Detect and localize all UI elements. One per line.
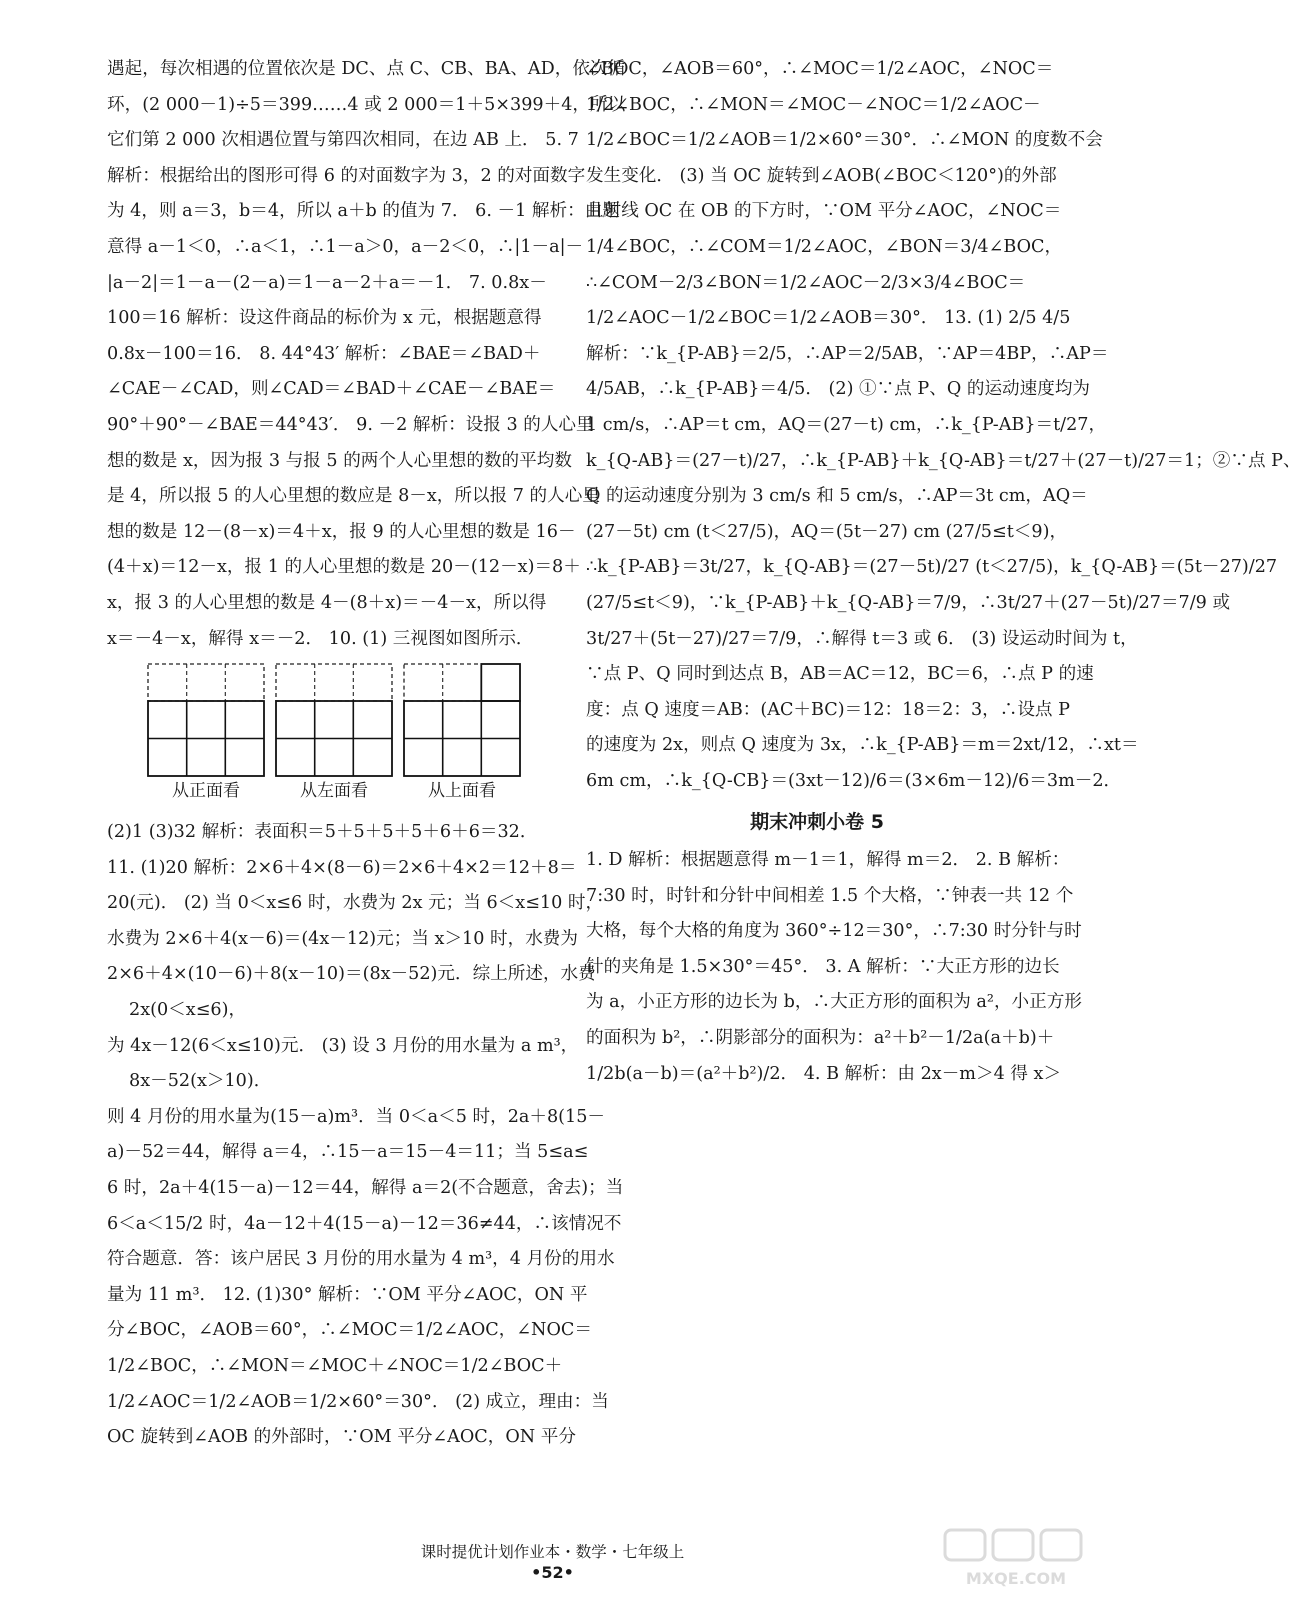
text-line: 的面积为 b²，∴阴影部分的面积为：a²＋b²－1/2a(a＋b)＋ (586, 1028, 1055, 1049)
text-line: 符合题意．答：该户居民 3 月份的用水量为 4 m³，4 月份的用水 (107, 1249, 615, 1270)
text-line: 3t/27＋(5t－27)/27＝7/9，∴解得 t＝3 或 6． (3) 设运动时间为 t， (586, 628, 1138, 649)
left-column (107, 52, 626, 1456)
text-line: 4/5AB，∴k_{P-AB}＝4/5． (2) ①∵点 P、Q 的运动速度均为 (586, 379, 1091, 400)
text-line: 想的数是 x，因为报 3 与报 5 的两个人心里想的数的平均数 (107, 450, 572, 471)
three-views-figure (107, 663, 572, 815)
text-line: 20(元)． (2) 当 0＜x≤6 时，水费为 2x 元；当 6＜x≤10 时， (107, 893, 604, 914)
text-line: ∠BOC，∠AOB＝60°，∴∠MOC＝1/2∠AOC，∠NOC＝ (586, 59, 1054, 79)
text-line: x，报 3 的人心里想的数是 4－(8＋x)＝－4－x，所以得 (107, 592, 547, 613)
left-text-b (107, 815, 624, 1456)
text-line: ∵点 P、Q 同时到达点 B，AB＝AC＝12，BC＝6，∴点 P 的速 (586, 664, 1094, 685)
text-line: 1. D 解析：根据题意得 m－1＝1，解得 m＝2． 2. B 解析： (586, 850, 1070, 871)
text-line: Q 的运动速度分别为 3 cm/s 和 5 cm/s，∴AP＝3t cm，AQ＝ (586, 486, 1088, 507)
text-line: 大格，每个大格的角度为 360°÷12＝30°，∴7:30 时分针与时 (586, 921, 1082, 942)
text-line: 1/4∠BOC，∴∠COM＝1/2∠AOC，∠BON＝3/4∠BOC， (586, 236, 1063, 257)
right-text-a (586, 52, 1301, 799)
text-line: 1/2∠AOC－1/2∠BOC＝1/2∠AOB＝30°． 13. (1) 2/5 4/5 (586, 308, 1071, 329)
text-line: 6 时，2a＋4(15－a)－12＝44，解得 a＝2(不合题意，舍去)；当 (107, 1178, 624, 1199)
text-line: 6＜a＜15/2 时，4a－12＋4(15－a)－12＝36≠44，∴该情况不 (107, 1213, 622, 1234)
text-line: x＝－4－x，解得 x＝－2． 10. (1) 三视图如图所示． (107, 628, 534, 649)
text-line: 解析：∵k_{P-AB}＝2/5，∴AP＝2/5AB，∵AP＝4BP，∴AP＝ (586, 343, 1109, 364)
text-line: 1/2∠BOC，∴∠MON＝∠MOC＋∠NOC＝1/2∠BOC＋ (107, 1356, 563, 1376)
text-line: 0.8x－100＝16． 8. 44°43′ 解析：∠BAE＝∠BAD＋ (107, 343, 541, 364)
view-label: 从上面看 (428, 781, 496, 802)
text-line: 为 4，则 a＝3，b＝4，所以 a＋b 的值为 7． 6. －1 解析：由题 (107, 201, 620, 222)
text-line: (2)1 (3)32 解析：表面积＝5＋5＋5＋5＋6＋6＝32． (107, 822, 538, 843)
text-line: (27/5≤t＜9)，∵k_{P-AB}＋k_{Q-AB}＝7/9，∴3t/27＋(27－5t)/27＝7/9 或 (586, 592, 1231, 613)
text-line: 6m cm，∴k_{Q-CB}＝(3xt－12)/6＝(3×6m－12)/6＝3m－2． (586, 770, 1122, 791)
watermark-logo (941, 1526, 1091, 1592)
text-line: ∴∠COM－2/3∠BON＝1/2∠AOC－2/3×3/4∠BOC＝ (586, 272, 1026, 293)
section-title: 期末冲刺小卷 5 (750, 811, 884, 834)
view-label: 从左面看 (300, 781, 368, 802)
text-line: 为 a，小正方形的边长为 b，∴大正方形的面积为 a²，小正方形 (586, 992, 1082, 1013)
text-line: 环，(2 000－1)÷5＝399……4 或 2 000＝1＋5×399＋4，所以 (107, 94, 626, 115)
text-line: 想的数是 12－(8－x)＝4＋x，报 9 的人心里想的数是 16－ (107, 521, 576, 542)
text-line: 1/2∠BOC＝1/2∠AOB＝1/2×60°＝30°．∴∠MON 的度数不会 (586, 130, 1103, 151)
top-view (403, 663, 521, 803)
text-line: ∠CAE－∠CAD，则∠CAD＝∠BAD＋∠CAE－∠BAE＝ (107, 379, 556, 400)
piecewise-line: 8x－52(x＞10)． (129, 1071, 272, 1092)
text-line: a)－52＝44，解得 a＝4，∴15－a＝15－4＝11；当 5≤a≤ (107, 1142, 589, 1163)
page-number: •52• (531, 1563, 574, 1582)
text-line: OC 旋转到∠AOB 的外部时，∵OM 平分∠AOC，ON 平分 (107, 1427, 576, 1448)
text-line: 水费为 2×6＋4(x－6)＝(4x－12)元；当 x＞10 时，水费为 (107, 928, 578, 949)
top-view-grid (403, 663, 521, 777)
front-view (147, 663, 265, 803)
right-text-b (586, 843, 1082, 1092)
book-title-footer: 课时提优计划作业本・数学・七年级上 (420, 1543, 685, 1561)
text-line: 1/2∠BOC，∴∠MON＝∠MOC－∠NOC＝1/2∠AOC－ (586, 94, 1041, 115)
text-line: 的速度为 2x，则点 Q 速度为 3x，∴k_{P-AB}＝m＝2xt/12，∴xt＝ (586, 735, 1139, 756)
piecewise-line: 2x(0＜x≤6)， (129, 1000, 247, 1021)
text-line: 100＝16 解析：设这件商品的标价为 x 元，根据题意得 (107, 308, 542, 329)
text-line: 1/2b(a－b)＝(a²＋b²)/2． 4. B 解析：由 2x－m＞4 得 x＞ (586, 1063, 1062, 1084)
text-line: 针的夹角是 1.5×30°＝45°． 3. A 解析：∵大正方形的边长 (586, 956, 1060, 977)
left-side-view (275, 663, 393, 803)
text-line: 解析：根据给出的图形可得 6 的对面数字为 3，2 的对面数字 (107, 165, 586, 186)
text-line: 11. (1)20 解析：2×6＋4×(8－6)＝2×6＋4×2＝12＋8＝ (107, 857, 577, 878)
text-line: 且射线 OC 在 OB 的下方时，∵OM 平分∠AOC，∠NOC＝ (586, 201, 1062, 222)
left-text-a (107, 52, 626, 657)
text-line: ∴k_{P-AB}＝3t/27，k_{Q-AB}＝(27－5t)/27 (t＜27/5)，k_{Q-AB}＝(5t－27)/27 (586, 557, 1278, 578)
text-line: 量为 11 m³． 12. (1)30° 解析：∵OM 平分∠AOC，ON 平 (107, 1284, 588, 1305)
text-line: 7:30 时，时针和分针中间相差 1.5 个大格，∵钟表一共 12 个 (586, 885, 1074, 906)
text-line: (4＋x)＝12－x，报 1 的人心里想的数是 20－(12－x)＝8＋ (107, 557, 581, 578)
view-label: 从正面看 (172, 781, 240, 802)
text-line: 发生变化． (3) 当 OC 旋转到∠AOB(∠BOC＜120°)的外部 (586, 165, 1057, 186)
text-line: (27－5t) cm (t＜27/5)，AQ＝(5t－27) cm (27/5≤t＜9)， (586, 521, 1068, 542)
text-line: 1 cm/s，∴AP＝t cm，AQ＝(27－t) cm，∴k_{P-AB}＝t/27， (586, 414, 1107, 435)
text-line: 90°＋90°－∠BAE＝44°43′． 9. －2 解析：设报 3 的人心里 (107, 414, 594, 435)
right-column (586, 52, 1301, 1092)
text-line: 遇起，每次相遇的位置依次是 DC、点 C、CB、BA、AD，依次循 (107, 59, 626, 79)
text-line: 2×6＋4×(10－6)＋8(x－10)＝(8x－52)元．综上所述，水费 (107, 964, 596, 985)
text-line: 度：点 Q 速度＝AB：(AC＋BC)＝12：18＝2：3，∴设点 P (586, 699, 1070, 720)
text-line: 是 4，所以报 5 的人心里想的数应是 8－x，所以报 7 的人心里 (107, 486, 600, 507)
piecewise-line: 为 4x－12(6＜x≤10)元． (3) 设 3 月份的用水量为 a m³， (107, 1035, 579, 1056)
text-line: 分∠BOC，∠AOB＝60°，∴∠MOC＝1/2∠AOC，∠NOC＝ (107, 1320, 592, 1341)
text-line: 1/2∠AOC＝1/2∠AOB＝1/2×60°＝30°． (2) 成立，理由：当 (107, 1391, 609, 1412)
left-view-grid (275, 663, 393, 777)
front-view-grid (147, 663, 265, 777)
watermark-text: MXQE.COM (965, 1569, 1067, 1588)
text-line: k_{Q-AB}＝(27－t)/27，∴k_{P-AB}＋k_{Q-AB}＝t/27＋(27－t)/27＝1；②∵点 P、 (586, 450, 1301, 471)
text-line: 意得 a－1＜0，∴a＜1，∴1－a＞0，a－2＜0，∴|1－a|－ (107, 236, 584, 257)
text-line: |a－2|＝1－a－(2－a)＝1－a－2＋a＝－1． 7. 0.8x－ (107, 272, 547, 293)
text-line: 它们第 2 000 次相遇位置与第四次相同，在边 AB 上． 5. 7 (107, 130, 579, 151)
text-line: 则 4 月份的用水量为(15－a)m³．当 0＜a＜5 时，2a＋8(15－ (107, 1106, 606, 1127)
